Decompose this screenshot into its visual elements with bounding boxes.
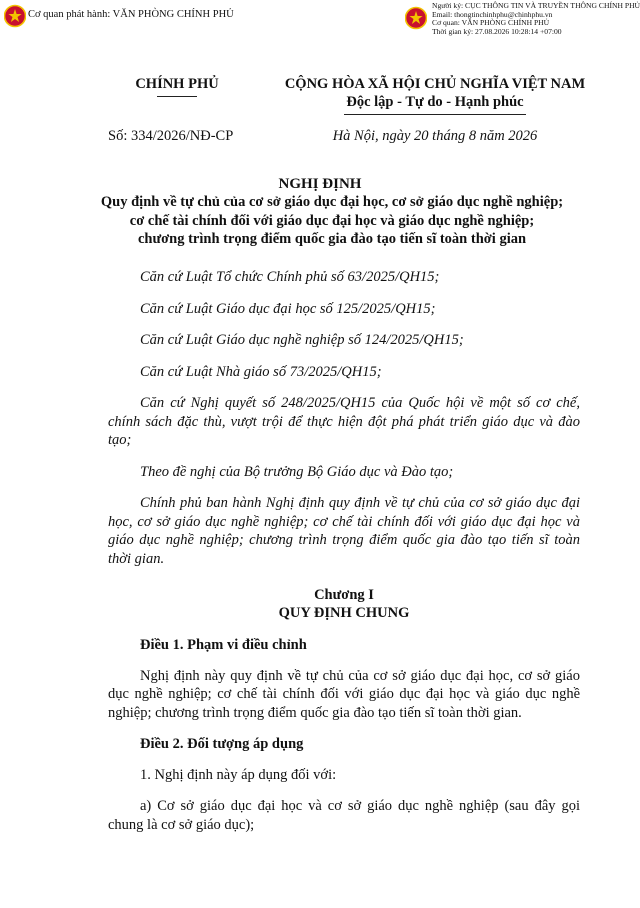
chapter-title: QUY ĐỊNH CHUNG bbox=[278, 605, 410, 621]
document-subject bbox=[100, 193, 564, 249]
document-body bbox=[108, 268, 580, 847]
agency-underline bbox=[157, 96, 197, 97]
legal-basis: Căn cứ Luật Nhà giáo số 73/2025/QH15; bbox=[140, 363, 382, 380]
legal-basis: Căn cứ Luật Giáo dục đại học số 125/2025/QH15; bbox=[140, 300, 436, 317]
place-and-date: Hà Nội, ngày 20 tháng 8 năm 2026 bbox=[332, 128, 538, 144]
issuer-label: Cơ quan phát hành: VĂN PHÒNG CHÍNH PHỦ bbox=[28, 9, 234, 20]
chapter-number: Chương I bbox=[314, 587, 374, 603]
signer-name: Người ký: CỤC THÔNG TIN VÀ TRUYỀN THÔNG CHÍNH PHỦ bbox=[432, 1, 640, 10]
document-number: Số: 334/2026/NĐ-CP bbox=[108, 128, 234, 144]
article-2-heading: Điều 2. Đối tượng áp dụng bbox=[140, 736, 304, 752]
article-1-heading: Điều 1. Phạm vi điều chỉnh bbox=[140, 637, 307, 653]
signer-agency: Cơ quan: VĂN PHÒNG CHÍNH PHỦ bbox=[432, 18, 550, 28]
article-1-text: Nghị định này quy định về tự chủ của cơ sở giáo dục đại học, cơ sở giáo dục nghề nghiệp; cơ chế tài chính đối với giáo dục đại học và giáo dục nghề nghiệp; chương trình trọng điểm quốc gia đào tạo tiến sĩ toàn thời gian. bbox=[108, 667, 580, 721]
article-2-clause-1: 1. Nghị định này áp dụng đối với: bbox=[140, 766, 337, 783]
motto-underline bbox=[344, 114, 526, 115]
proposal-basis: Theo đề nghị của Bộ trưởng Bộ Giáo dục và Đào tạo; bbox=[140, 463, 454, 480]
national-header bbox=[250, 75, 620, 115]
signing-time: Thời gian ký: 27.08.2026 10:28:14 +07:00 bbox=[432, 26, 562, 36]
legal-basis: Căn cứ Nghị quyết số 248/2025/QH15 của Quốc hội về một số cơ chế, chính sách đặc thù, vượt trội để thực hiện đột phá phát triển giáo dục và đào tạo; bbox=[108, 395, 580, 448]
national-emblem-icon bbox=[4, 4, 26, 28]
agency-name: CHÍNH PHỦ bbox=[135, 76, 219, 92]
national-motto: Độc lập - Tự do - Hạnh phúc bbox=[346, 94, 524, 110]
legal-basis: Căn cứ Luật Giáo dục nghề nghiệp số 124/2025/QH15; bbox=[140, 332, 464, 348]
enactment-clause: Chính phủ ban hành Nghị định quy định về tự chủ của cơ sở giáo dục đại học, cơ sở giáo dục nghề nghiệp; cơ chế tài chính đối với giáo dục đại học và giáo dục nghề nghiệp; chương trình trọng điểm quốc gia đào tạo tiến sĩ toàn thời gian. bbox=[108, 495, 580, 567]
subject-line: cơ chế tài chính đối với giáo dục đại học và giáo dục nghề nghiệp; bbox=[129, 212, 535, 229]
legal-basis: Căn cứ Luật Tổ chức Chính phủ số 63/2025/QH15; bbox=[140, 269, 440, 285]
agency-header bbox=[112, 75, 242, 97]
subject-line: chương trình trọng điểm quốc gia đào tạo tiến sĩ toàn thời gian bbox=[137, 231, 527, 247]
signer-email: Email: thongtinchinhphu@chinhphu.vn bbox=[432, 9, 553, 19]
article-2-point-a: a) Cơ sở giáo dục đại học và cơ sở giáo dục nghề nghiệp (sau đây gọi chung là cơ sở giáo dục); bbox=[108, 798, 580, 833]
digital-signature-block bbox=[432, 2, 640, 36]
national-emblem-icon bbox=[405, 6, 427, 30]
subject-line: Quy định về tự chủ của cơ sở giáo dục đại học, cơ sở giáo dục nghề nghiệp; bbox=[100, 194, 564, 210]
document-type: NGHỊ ĐỊNH bbox=[278, 176, 362, 192]
nation-name: CỘNG HÒA XÃ HỘI CHỦ NGHĨA VIỆT NAM bbox=[284, 76, 586, 92]
